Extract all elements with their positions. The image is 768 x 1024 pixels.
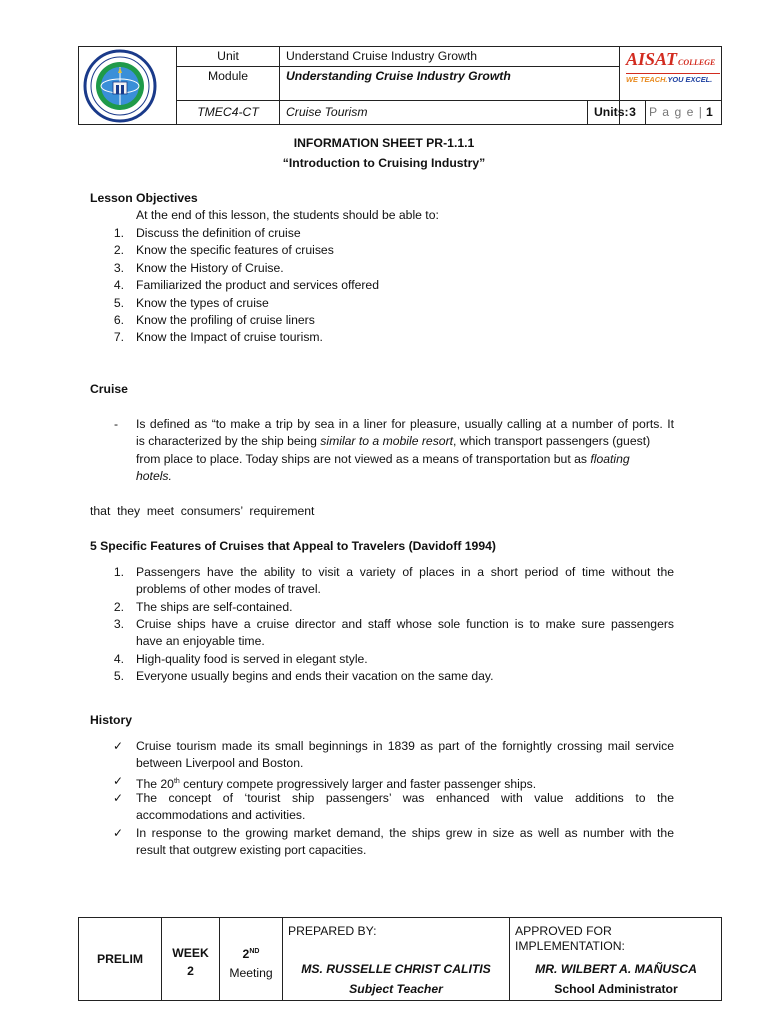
- feature-item: [136, 651, 674, 668]
- definition-text: is characterized by the ship being: [136, 434, 321, 449]
- week-cell: [162, 944, 219, 980]
- check-icon: ✓: [113, 739, 124, 753]
- divider: [279, 47, 280, 124]
- list-number: 4.: [113, 652, 124, 666]
- approved-name: MR. WILBERT A. MAÑUSCA: [535, 962, 697, 976]
- feature-line: Everyone usually begins and ends their vacation on the same day.: [136, 669, 494, 683]
- term-label: PRELIM: [96, 952, 144, 966]
- cruise-heading: Cruise: [90, 382, 128, 396]
- college-logo: [626, 50, 720, 85]
- sheet-title: INFORMATION SHEET PR-1.1.1: [293, 136, 475, 150]
- history-line: Cruise tourism made its small beginnings in 1839 as part of the fornightly crossing mail service: [136, 739, 674, 753]
- history-line: In response to the growing market demand, the ships grew in size as well as number with the: [136, 826, 674, 840]
- week-label: WEEK: [172, 946, 209, 960]
- history-text: The 20: [136, 777, 174, 792]
- history-line: between Liverpool and Boston.: [136, 756, 304, 771]
- feature-item: [136, 668, 674, 685]
- divider: [645, 100, 646, 124]
- meeting-label: Meeting: [229, 966, 273, 981]
- cruise-note: that they meet consumers’ requirement: [90, 504, 315, 518]
- week-number: 2: [187, 964, 194, 978]
- objective-item: Know the types of cruise: [136, 295, 269, 310]
- history-line: result that outgrew existing port capacities.: [136, 843, 367, 858]
- history-superscript: th: [173, 778, 180, 785]
- list-number: 5.: [113, 669, 124, 683]
- feature-line: problems of other modes of travel.: [136, 582, 321, 597]
- list-number: 2.: [113, 243, 124, 258]
- school-seal-icon: [82, 49, 158, 123]
- list-number: 3.: [113, 617, 124, 631]
- college-name: AISAT: [626, 49, 678, 69]
- module-value: Understanding Cruise Industry Growth: [286, 69, 511, 83]
- list-number: 7.: [113, 330, 124, 345]
- cruise-definition: [136, 416, 674, 486]
- feature-item: [136, 616, 674, 651]
- prepared-role: Subject Teacher: [349, 982, 443, 996]
- history-item: [136, 825, 674, 860]
- divider: [176, 66, 620, 67]
- history-text: century compete progressively larger and faster passenger ships.: [179, 777, 537, 792]
- course-name: Cruise Tourism: [286, 105, 368, 119]
- objective-item: Know the profiling of cruise liners: [136, 313, 315, 327]
- list-number: 4.: [113, 278, 124, 293]
- page-label: [649, 105, 714, 120]
- list-number: 3.: [113, 260, 124, 275]
- check-icon: ✓: [113, 791, 124, 805]
- divider: [176, 100, 722, 101]
- check-icon: ✓: [113, 774, 124, 788]
- objective-item: Know the specific features of cruises: [136, 243, 334, 258]
- approved-label: APPROVED FOR IMPLEMENTATION:: [515, 924, 625, 953]
- header-table: [78, 46, 722, 125]
- objective-item: Familiarized the product and services offered: [136, 278, 379, 293]
- unit-value: Understand Cruise Industry Growth: [286, 49, 478, 63]
- divider: [587, 100, 588, 124]
- feature-line: High-quality food is served in elegant style.: [136, 652, 368, 666]
- list-number: 6.: [113, 313, 124, 327]
- feature-line: Passengers have the ability to visit a variety of places in a short period of time without the: [136, 565, 674, 579]
- footer-table: [78, 917, 722, 1001]
- objective-item: Discuss the definition of cruise: [136, 226, 301, 240]
- definition-emphasis: similar to a mobile resort: [320, 434, 454, 449]
- prepared-name: MS. RUSSELLE CHRIST CALITIS: [301, 962, 491, 976]
- definition-line: Is defined as “to make a trip by sea in a liner for pleasure, usually calling at a number of ports. It: [136, 417, 674, 431]
- history-item: [136, 790, 674, 825]
- meeting-cell: [220, 942, 282, 983]
- prepared-label: PREPARED BY:: [288, 924, 377, 938]
- meeting-superscript: ND: [249, 948, 260, 955]
- list-number: 2.: [113, 600, 124, 614]
- course-code: TMEC4-CT: [197, 105, 259, 119]
- list-number: 1.: [113, 565, 124, 579]
- list-number: 5.: [113, 295, 124, 310]
- feature-line: have an enjoyable time.: [136, 634, 265, 649]
- definition-text: , which transport passengers (guest): [453, 434, 651, 449]
- objective-item: Know the History of Cruise.: [136, 260, 284, 275]
- meeting-number: 2: [242, 947, 250, 962]
- page-number: 1: [705, 105, 714, 119]
- feature-line: Cruise ships have a cruise director and staff whose sole function is to make sure passengers: [136, 617, 674, 631]
- sheet-subtitle: “Introduction to Cruising Industry”: [282, 156, 486, 170]
- unit-label: Unit: [217, 49, 239, 63]
- page-label-text: P a g e |: [649, 105, 703, 119]
- objective-item: Know the Impact of cruise tourism.: [136, 330, 323, 345]
- history-heading: History: [90, 713, 132, 727]
- history-line: accommodations and activities.: [136, 808, 306, 823]
- tagline-part-b: YOU EXCEL.: [667, 75, 713, 84]
- history-line: The concept of ‘tourist ship passengers’ was enhanced with value additions to the: [136, 791, 674, 805]
- list-number: 1.: [113, 226, 124, 240]
- definition-text: from place to place. Today ships are not viewed as a means of transportation but as: [136, 451, 591, 466]
- definition-line: [136, 433, 674, 450]
- college-suffix: COLLEGE: [678, 58, 716, 67]
- units-value: 3: [629, 105, 636, 119]
- definition-line: hotels.: [136, 469, 172, 484]
- feature-item: [136, 599, 674, 616]
- history-item: [136, 738, 674, 773]
- list-bullet: -: [114, 417, 119, 431]
- units-label: Units:: [594, 105, 629, 119]
- objectives-intro: At the end of this lesson, the students should be able to:: [136, 208, 439, 222]
- feature-line: The ships are self-contained.: [136, 600, 293, 614]
- objectives-heading: Lesson Objectives: [90, 191, 198, 205]
- feature-item: [136, 564, 674, 599]
- approved-role: School Administrator: [554, 982, 678, 996]
- tagline-part-a: WE TEACH.: [626, 75, 668, 84]
- check-icon: ✓: [113, 826, 124, 840]
- definition-emphasis: floating: [590, 451, 630, 466]
- module-label: Module: [208, 69, 248, 83]
- definition-line: [136, 451, 674, 468]
- features-heading: 5 Specific Features of Cruises that Appeal to Travelers (Davidoff 1994): [90, 539, 496, 553]
